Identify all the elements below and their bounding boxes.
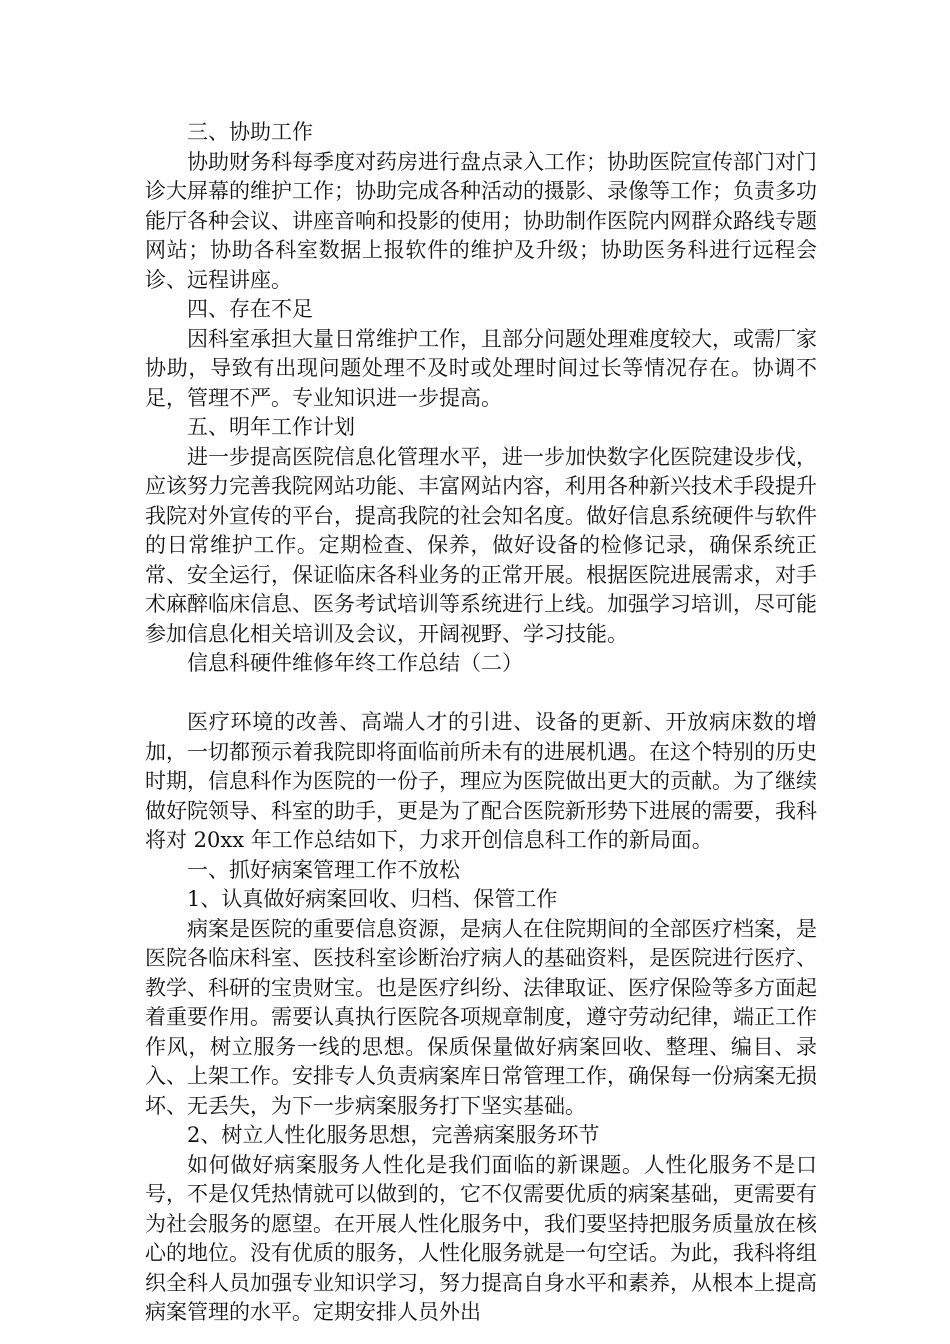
document-body xyxy=(145,118,817,1328)
document-subtitle: 信息科硬件维修年终工作总结（二） xyxy=(187,651,523,675)
body-paragraph: 病案是医院的重要信息资源，是病人在住院期间的全部医疗档案，是医院各临床科室、医技科室诊断治疗病人的基础资料，是医院进行医疗、教学、科研的宝贵财宝。也是医疗纠纷、法律取证、医疗保险等多方面起着重要作用。需要认真执行医院各项规章制度，遵守劳动纪律，端正工作作风，树立服务一线的思想。保质保量做好病案回收、整理、编目、录入、上架工作。安排专人负责病案库日常管理工作，确保每一份病案无损坏、无丢失，为下一步病案服务打下坚实基础。 xyxy=(145,916,817,1118)
body-paragraph: 进一步提高医院信息化管理水平，进一步加快数字化医院建设步伐，应该努力完善我院网站功能、丰富网站内容，利用各种新兴技术手段提升我院对外宣传的平台，提高我院的社会知名度。做好信息系统硬件与软件的日常维护工作。定期检查、保养，做好设备的检修记录，确保系统正常、安全运行，保证临床各科业务的正常开展。根据医院进展需求，对手术麻醉临床信息、医务考试培训等系统进行上线。加强学习培训，尽可能参加信息化相关培训及会议，开阔视野、学习技能。 xyxy=(145,444,817,646)
subsection-heading: 1、认真做好病案回收、归档、保管工作 xyxy=(187,887,558,911)
section-heading: 四、存在不足 xyxy=(187,297,313,321)
blank-line xyxy=(145,679,817,709)
section-heading: 三、协助工作 xyxy=(187,120,313,144)
body-paragraph: 因科室承担大量日常维护工作，且部分问题处理难度较大，或需厂家协助，导致有出现问题处理不及时或处理时间过长等情况存在。协调不足，管理不严。专业知识进一步提高。 xyxy=(145,326,817,410)
subsection-heading: 2、树立人性化服务思想，完善病案服务环节 xyxy=(187,1123,600,1147)
section-heading: 一、抓好病案管理工作不放松 xyxy=(187,857,460,882)
body-paragraph: 医疗环境的改善、高端人才的引进、设备的更新、开放病床数的增加，一切都预示着我院即将面临前所未有的进展机遇。在这个特别的历史时期，信息科作为医院的一份子，理应为医院做出更大的贡献。为了继续做好院领导、科室的助手，更是为了配合医院新形势下进展的需要，我科将对 20xx 年工作总结如下，力求开创信息科工作的新局面。 xyxy=(145,710,817,852)
body-paragraph: 协助财务科每季度对药房进行盘点录入工作；协助医院宣传部门对门诊大屏幕的维护工作；协助完成各种活动的摄影、录像等工作；负责多功能厅各种会议、讲座音响和投影的使用；协助制作医院内网群众路线专题网站；协助各科室数据上报软件的维护及升级；协助医务科进行远程会诊、远程讲座。 xyxy=(145,149,817,292)
section-heading: 五、明年工作计划 xyxy=(187,415,355,439)
body-paragraph: 如何做好病案服务人性化是我们面临的新课题。人性化服务不是口号，不是仅凭热情就可以做到的，它不仅需要优质的病案基础，更需要有为社会服务的愿望。在开展人性化服务中，我们要坚持把服务质量放在核心的地位。没有优质的服务，人性化服务就是一句空话。为此，我科将组织全科人员加强专业知识学习，努力提高自身水平和素养，从根本上提高病案管理的水平。定期安排人员外出 xyxy=(145,1152,817,1324)
